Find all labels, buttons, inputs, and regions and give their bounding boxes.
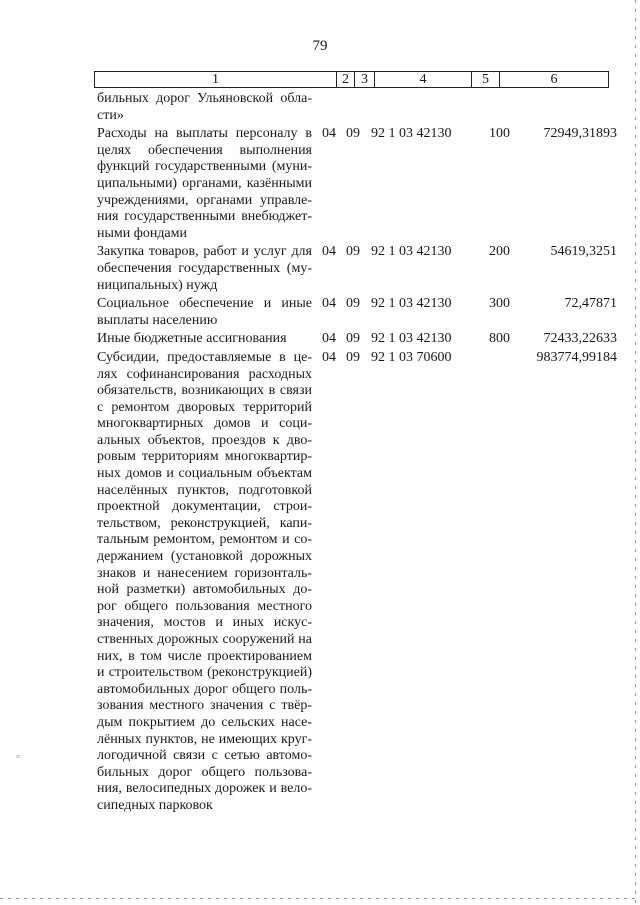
target-article-code: 92 1 03 42130 — [371, 331, 452, 347]
target-article-code: 92 1 03 42130 — [371, 126, 452, 142]
budget-rows — [97, 91, 617, 817]
description-line: учреждениями, органами управле- — [97, 192, 312, 208]
table-row — [97, 331, 617, 348]
description-line: обеспечения государственных (му- — [97, 260, 312, 276]
description-line: Закупка товаров, работ и услуг для — [97, 244, 312, 260]
description-line: держанием (установкой дорожных — [97, 549, 312, 565]
expense-type-code: 300 — [489, 296, 510, 312]
description-line: бильных дорог общего пользова- — [97, 764, 312, 780]
description-line: проектной документации, строи- — [97, 499, 312, 515]
description-line: функций государственными (муни- — [97, 159, 312, 175]
description-line: лях софинансирования расходных — [97, 366, 312, 382]
column-header-6: 6 — [500, 72, 609, 88]
amount: 54619,3251 — [550, 244, 617, 260]
description-line: дым покрытием до сельских насе- — [97, 714, 312, 730]
row-description — [97, 126, 312, 242]
table-row — [97, 91, 617, 124]
description-line: значения, мостов и иных искус- — [97, 615, 312, 631]
expense-type-code: 100 — [489, 126, 510, 142]
column-header-5: 5 — [472, 72, 500, 88]
scan-edge-right — [635, 0, 636, 905]
amount: 983774,99184 — [536, 349, 617, 365]
description-line: Социальное обеспечение и иные — [97, 296, 312, 312]
table-row — [97, 350, 617, 815]
section-code: 04 — [322, 349, 336, 365]
section-code: 04 — [322, 126, 336, 142]
description-line: ния государственными внебюджет- — [97, 209, 312, 225]
description-line: ния, велосипедных дорожек и вело- — [97, 781, 312, 797]
description-line: целях обеспечения выполнения — [97, 142, 312, 158]
subsection-code: 09 — [346, 244, 360, 260]
target-article-code: 92 1 03 70600 — [371, 349, 452, 365]
description-line: лённых пунктов, не имеющих круг- — [97, 731, 312, 747]
expense-type-code: 800 — [489, 331, 510, 347]
amount: 72,47871 — [564, 296, 617, 312]
description-line: ной разметки) автомобильных до- — [97, 582, 312, 598]
table-row — [97, 126, 617, 242]
description-line: Субсидии, предоставляемые в це- — [97, 349, 312, 365]
subsection-code: 09 — [346, 126, 360, 142]
description-line: рог общего пользования местного — [97, 598, 312, 614]
description-line: бильных дорог Ульяновской обла- — [97, 91, 312, 106]
target-article-code: 92 1 03 42130 — [371, 296, 452, 312]
row-codes — [312, 331, 617, 348]
section-code: 04 — [322, 244, 336, 260]
column-header-1: 1 — [95, 72, 337, 88]
description-line: альных объектов, проездов к дво- — [97, 432, 312, 448]
column-header-table — [94, 71, 609, 88]
description-line: ниципальных) нужд — [97, 277, 218, 293]
description-line: логодичной связи с сетью автомо- — [97, 748, 312, 764]
description-line: тальным ремонтом, ремонтом и со- — [97, 532, 312, 548]
row-codes — [312, 244, 617, 261]
description-line: населённых пунктов, подготовкой — [97, 482, 312, 498]
row-description — [97, 244, 312, 294]
row-description — [97, 350, 312, 815]
description-line: тельством, реконструкцией, капи- — [97, 515, 312, 531]
row-description — [97, 331, 312, 348]
description-line: ственных дорожных сооружений на — [97, 632, 312, 647]
table-row — [97, 296, 617, 329]
description-line: с ремонтом дворовых территорий — [97, 399, 312, 415]
scan-edge-bottom — [0, 898, 640, 899]
row-codes — [312, 296, 617, 313]
description-line: ципальными) органами, казёнными — [97, 175, 312, 191]
description-line: знаков и нанесением горизонталь- — [97, 565, 312, 581]
description-line: ровым территориям многоквартир- — [97, 449, 312, 465]
description-line: сти» — [97, 107, 124, 123]
description-line: них, в том числе проектированием — [97, 648, 312, 664]
amount: 72433,22633 — [543, 331, 617, 347]
description-line: автомобильных дорог общего поль- — [97, 681, 312, 697]
description-line: Расходы на выплаты персоналу в — [97, 126, 312, 142]
expense-type-code: 200 — [489, 244, 510, 260]
description-line: обязательств, возникающих в связи — [97, 383, 312, 399]
description-line: и строительством (реконструкцией) — [97, 665, 312, 681]
description-line: зования местного значения с твёр- — [97, 698, 312, 714]
description-line: выплаты населению — [97, 312, 218, 328]
description-line: ных домов и социальным объектам — [97, 466, 312, 482]
table-row — [97, 244, 617, 294]
section-code: 04 — [322, 296, 336, 312]
section-code: 04 — [322, 331, 336, 347]
row-codes — [312, 126, 617, 143]
amount: 72949,31893 — [543, 126, 617, 142]
column-header-4: 4 — [375, 72, 472, 88]
description-line: ными фондами — [97, 225, 188, 241]
row-codes — [312, 350, 617, 367]
description-line: Иные бюджетные ассигнования — [97, 331, 287, 347]
description-line: сипедных парковок — [97, 797, 213, 813]
scan-mark: ° — [16, 754, 20, 765]
row-description — [97, 296, 312, 329]
column-header-3: 3 — [355, 72, 375, 88]
row-description — [97, 91, 312, 124]
column-header-2: 2 — [337, 72, 355, 88]
description-line: многоквартирных домов и соци- — [97, 416, 312, 432]
target-article-code: 92 1 03 42130 — [371, 244, 452, 260]
subsection-code: 09 — [346, 331, 360, 347]
subsection-code: 09 — [346, 349, 360, 365]
page-number: 79 — [312, 38, 328, 54]
expense-type-code — [489, 350, 527, 367]
subsection-code: 09 — [346, 296, 360, 312]
